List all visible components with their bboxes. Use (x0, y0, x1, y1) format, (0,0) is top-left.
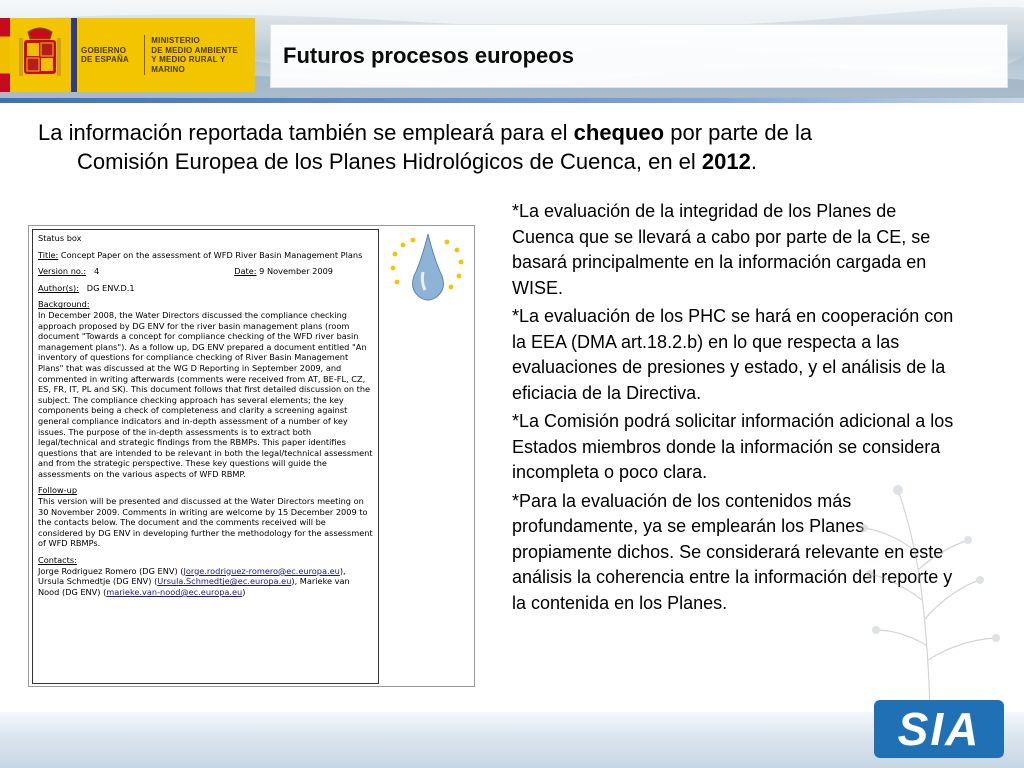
ministry-label-line: Y MEDIO RURAL Y MARINO (151, 55, 226, 74)
doc-followup (38, 485, 373, 549)
ministry-label-line: DE MEDIO AMBIENTE (151, 45, 238, 55)
doc-contact-text: ), Ursula Schmedtje (DG ENV) (38, 565, 346, 587)
doc-section-text: In December 2008, the Water Directors discussed the compliance checking approach proposed by DG ENV for the river basin management plans (room document "Towards a concept for compliance checking of the WFD river basin management plans"). As a follow up, DG ENV prepared a document entitled "An inventory of questions for compliance checking of River Basin Management Plans" that was discussed at the WG D Reporting in September 2009, and commented in writing afterwards (comments were received from AT, BE-FL, CZ, ES, FR, IT, PL and SK). This document follows that first detailed discussion on the subject. The compliance checking approach has several elements; the key components being a check of completeness and clarity a screening against general compliance indicators and in-depth assessment of a number of key issues. The purpose of the in-depth assessments is to extract both legal/technical and strategic findings from the RBMPs. This paper identifies questions that are intended to be relevant in both the legal/technical assessment and from the strategic perspective. These key questions will guide the assessments on the various aspects of WFD RBMP. (38, 309, 373, 479)
doc-contacts-text: Jorge Rodriguez Romero (DG ENV) (Jorge.rodriguez-romero@ec.europa.eu), Ursula Schmedtje (DG ENV) (Ursula.Schmedtje@ec.europa.eu), Marieke van Nood (DG ENV) (marieke.van-nood@ec.europa.eu) (38, 565, 350, 597)
ministry-label (151, 36, 255, 74)
title-box (270, 24, 1008, 88)
bullet-item: *La Comisión podrá solicitar información adicional a los Estados miembros donde la información se considera incompleta o poco clara. (512, 411, 954, 482)
doc-section-label: Background: (38, 299, 90, 310)
intro-paragraph (38, 118, 988, 176)
intro-line-2 (38, 147, 988, 176)
doc-contacts (38, 555, 373, 597)
doc-email-link[interactable]: Ursula.Schmedtje@ec.europa.eu (157, 576, 292, 587)
doc-field-label: Author(s): (38, 282, 79, 293)
doc-email-link[interactable]: marieke.van-nood@ec.europa.eu (106, 586, 243, 597)
government-logo-block (0, 18, 255, 92)
government-label-line: DE ESPAÑA (81, 55, 129, 64)
intro-text: . (750, 149, 757, 174)
intro-bold: chequeo (573, 120, 665, 145)
divider (144, 35, 145, 75)
intro-text: Comisión Europea de los Planes Hidrológicos de Cuenca, en el (77, 149, 702, 174)
spanish-flag-strip (0, 18, 10, 92)
footer-band (0, 712, 1024, 768)
doc-section-label: Follow-up (38, 485, 78, 496)
doc-background (38, 299, 373, 479)
bullet-item: *La evaluación de los PHC se hará en cooperación con la EEA (DMA art.18.2.b) en lo que respecta a las evaluaciones de presiones y estado, y el análisis de la eficiacia de la Directiva. (512, 306, 954, 403)
doc-section-label: Contacts: (38, 555, 77, 566)
page-title: Futuros procesos europeos (283, 43, 574, 68)
government-label (77, 46, 138, 65)
doc-field-label: Title: (38, 249, 59, 260)
header-banner (0, 0, 1024, 100)
ministry-label-line: MINISTERIO (151, 36, 200, 45)
document-image (28, 225, 475, 687)
doc-version-row (38, 266, 373, 277)
doc-field-label: Version no.: (38, 266, 87, 277)
doc-field-value: Concept Paper on the assessment of WFD River Basin Management Plans (58, 249, 363, 260)
doc-email-link[interactable]: Jorge.rodriguez-romero@ec.europa.eu (183, 565, 340, 576)
doc-authors (38, 283, 373, 294)
bullet-item: *La evaluación de la integridad de los Planes de Cuenca que se llevará a cabo por parte de la CE, se basará principalmente en la información cargada en WISE. (512, 201, 931, 298)
header-underline (0, 98, 1024, 103)
doc-field-value: DG ENV.D.1 (86, 282, 135, 293)
government-label-line: GOBIERNO (81, 45, 127, 55)
doc-title (38, 250, 373, 261)
intro-text: por parte de la (664, 120, 813, 145)
eu-water-drop-icon (381, 232, 471, 312)
coat-of-arms-icon (10, 18, 71, 92)
bullet-item: *Para la evaluación de los contenidos más profundamente, ya se emplearán los Planes propiamente dichos. Se considerará relevante en este análisis la coherencia entre la información del reporte y la contenida en los Planes. (512, 490, 953, 613)
doc-section-text: This version will be presented and discussed at the Water Directors meeting on 30 November 2009. Comments in writing are welcome by 15 December 2009 to the contacts below. The document and the comments received will be considered by DG ENV in developing further the methodology for the assessment of WFD RBMPs. (38, 496, 373, 549)
doc-contact-text: Jorge Rodriguez Romero (DG ENV) ( (38, 565, 184, 576)
status-box (32, 229, 379, 684)
doc-field-value: 9 November 2009 (256, 266, 333, 277)
doc-field-value: 4 (93, 266, 100, 277)
doc-field-label: Date: (234, 266, 257, 277)
intro-bold: 2012 (701, 149, 751, 174)
decorative-plant (800, 470, 1010, 710)
doc-contact-text: ), Marieke van Nood (DG ENV) (38, 576, 350, 597)
status-box-heading: Status box (38, 233, 82, 243)
intro-text: La información reportada también se empleará para el (38, 120, 574, 145)
sia-logo: SIA (874, 700, 1004, 758)
